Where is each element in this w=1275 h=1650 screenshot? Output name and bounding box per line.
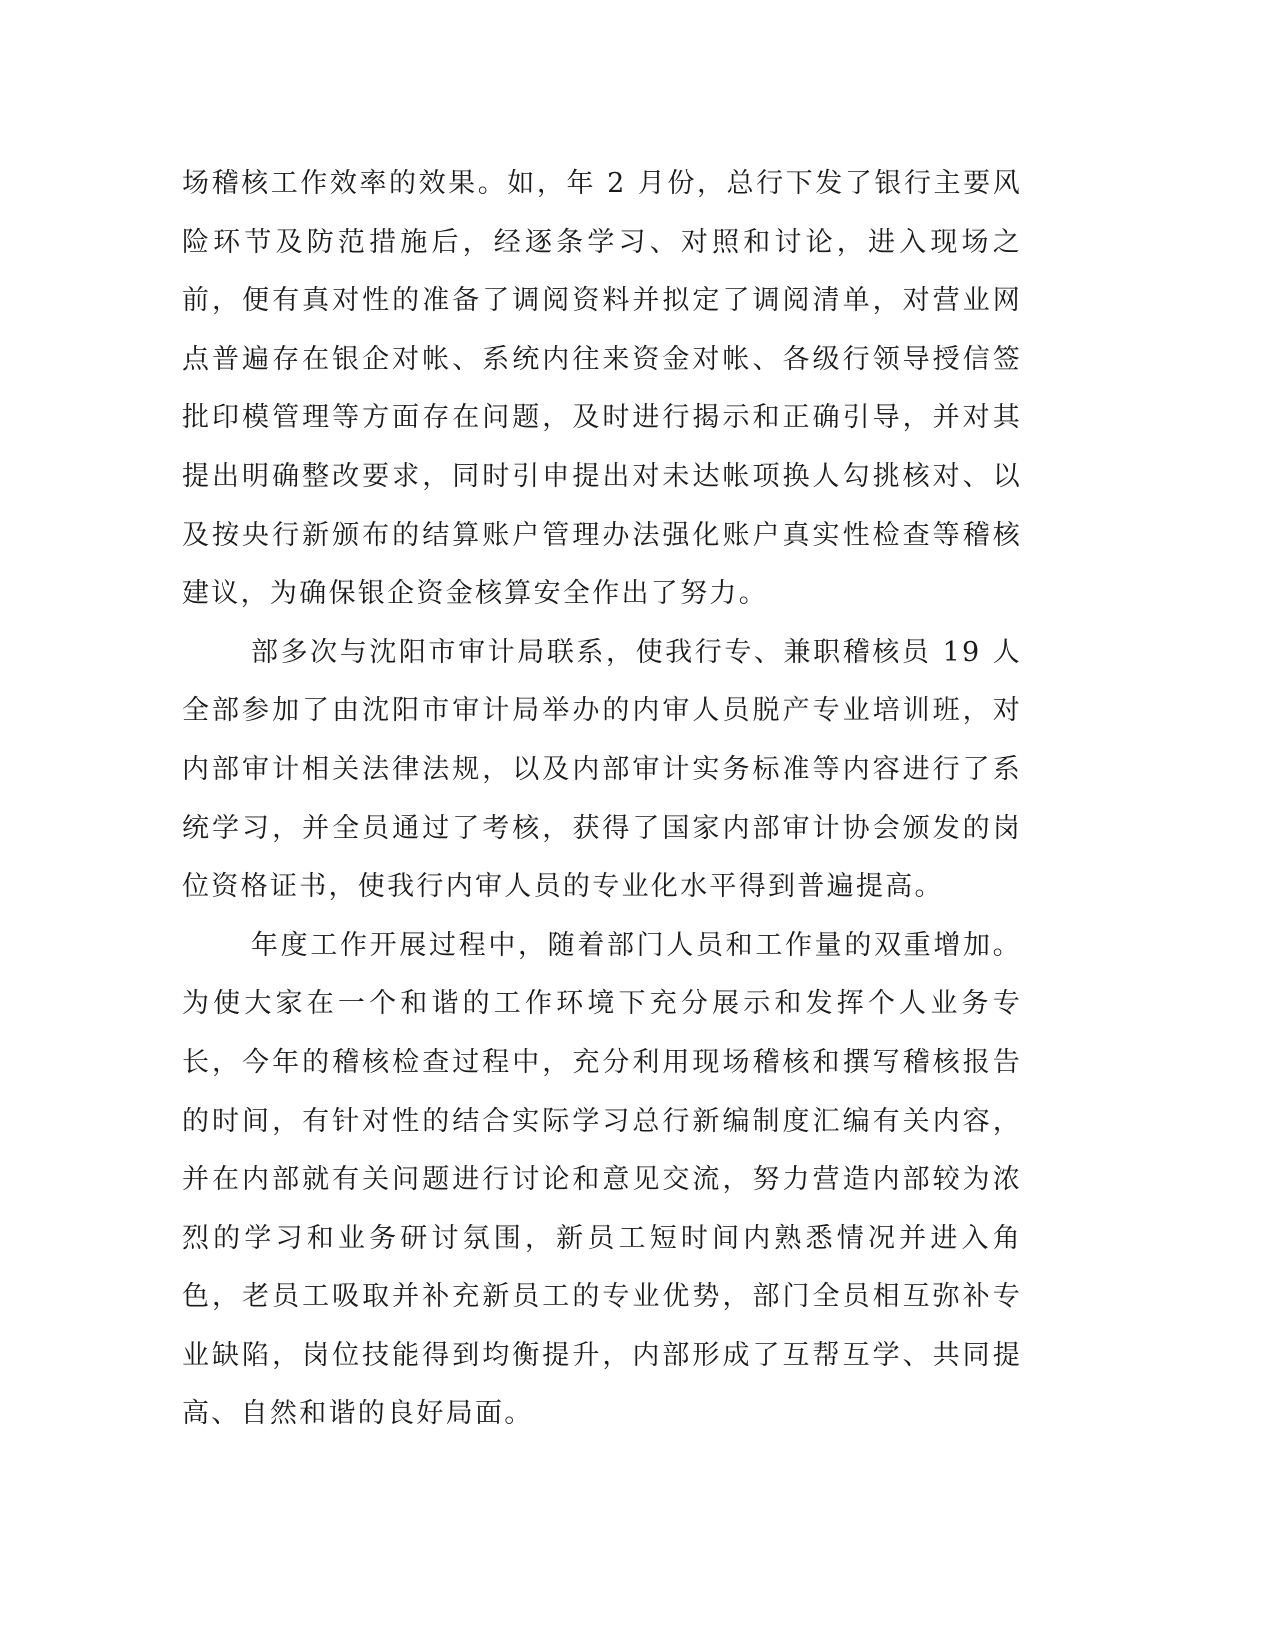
paragraph-3: 年度工作开展过程中，随着部门人员和工作量的双重增加。为使大家在一个和谐的工作环境下充分展示和发挥个人业务专长，今年的稽核检查过程中，充分利用现场稽核和撰写稽核报告的时间，有针对性的结合实际学习总行新编制度汇编有关内容，并在内部就有关问题进行讨论和意见交流，努力营造内部较为浓烈的学习和业务研讨氛围，新员工短时间内熟悉情况并进入角色，老员工吸取并补充新员工的专业优势，部门全员相互弥补专业缺陷，岗位技能得到均衡提升，内部形成了互帮互学、共同提高、自然和谐的良好局面。 bbox=[182, 929, 1022, 1430]
paragraph-1: 场稽核工作效率的效果。如，年 2 月份，总行下发了银行主要风险环节及防范措施后，经逐条学习、对照和讨论，进入现场之前，便有真对性的准备了调阅资料并拟定了调阅清单，对营业网点普遍存在银企对帐、系统内往来资金对帐、各级行领导授信签批印模管理等方面存在问题，及时进行揭示和正确引导，并对其提出明确整改要求，同时引申提出对未达帐项换人勾挑核对、以及按央行新颁布的结算账户管理办法强化账户真实性检查等稽核建议，为确保银企资金核算安全作出了努力。 bbox=[182, 168, 1022, 610]
body-text bbox=[182, 155, 1022, 1444]
paragraph-2: 部多次与沈阳市审计局联系，使我行专、兼职稽核员 19 人全部参加了由沈阳市审计局举办的内审人员脱产专业培训班，对内部审计相关法律法规，以及内部审计实务标准等内容进行了系统学习，并全员通过了考核，获得了国家内部审计协会颁发的岗位资格证书，使我行内审人员的专业化水平得到普遍提高。 bbox=[182, 636, 1022, 903]
